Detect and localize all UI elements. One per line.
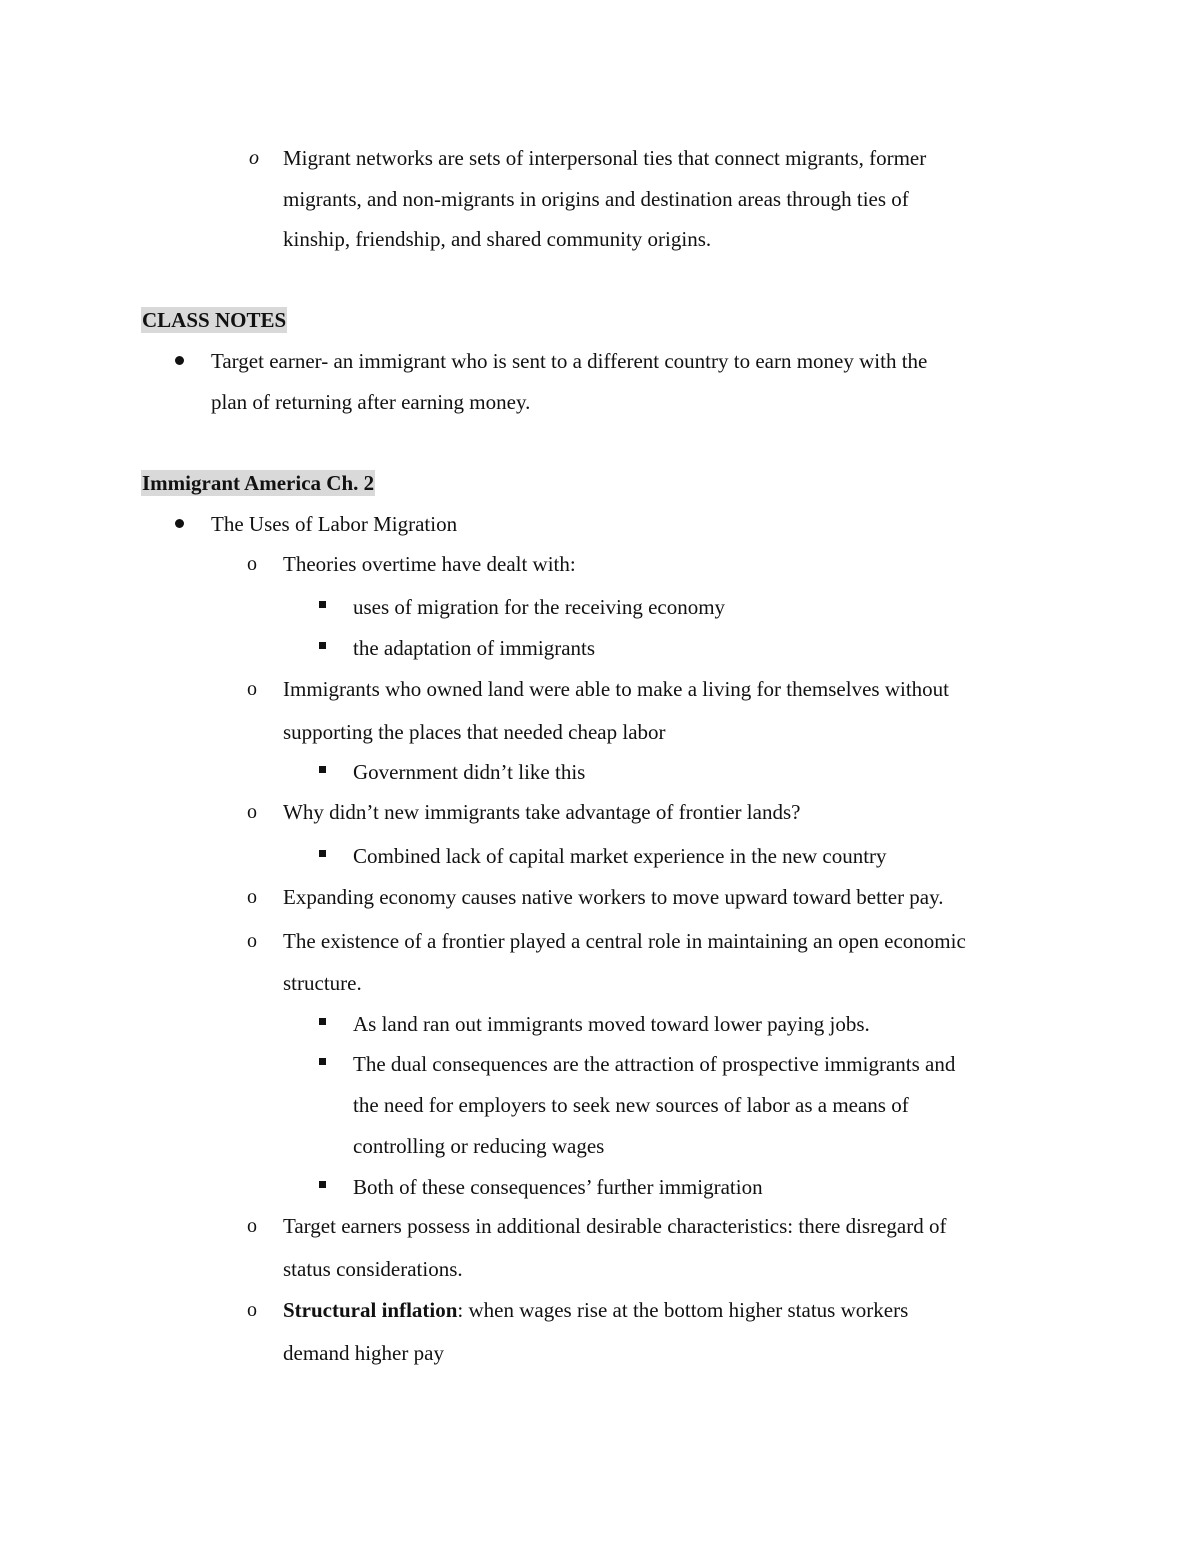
disc-bullet-icon [175,356,184,365]
level3-item: controlling or reducing wages [353,1134,605,1158]
level2-line: status considerations. [283,1257,463,1281]
square-bullet-icon [319,1181,326,1188]
square-bullet-icon [319,1018,326,1025]
term-definition: : when wages rise at the bottom higher status workers [457,1298,909,1322]
immigrant-america-heading: Immigrant America Ch. 2 [142,471,375,495]
square-bullet-icon [319,642,326,649]
circle-bullet-icon: o [247,886,257,908]
square-bullet-icon [319,1058,326,1065]
circle-bullet-icon: o [247,1299,257,1321]
intro-line: migrants, and non-migrants in origins and destination areas through ties of [283,187,909,211]
level2-line: demand higher pay [283,1341,444,1365]
square-bullet-icon [319,850,326,857]
circle-bullet-icon: o [247,553,257,575]
level2-line [283,1297,908,1323]
circle-bullet-icon: o [247,930,257,952]
level2-line: Expanding economy causes native workers to move upward toward better pay. [283,885,944,909]
square-bullet-icon [319,601,326,608]
level3-item: Government didn’t like this [353,760,586,784]
disc-bullet-icon [175,519,184,528]
intro-line: kinship, friendship, and shared community origins. [283,227,712,251]
term-structural-inflation: Structural inflation [283,1298,458,1322]
level3-item: the adaptation of immigrants [353,636,596,660]
circle-bullet-icon: o [247,678,257,700]
level3-item: the need for employers to seek new sources of labor as a means of [353,1093,909,1117]
circle-bullet-icon: o [247,1215,257,1237]
level2-line: supporting the places that needed cheap labor [283,720,666,744]
level2-line: Target earners possess in additional desirable characteristics: there disregard of [283,1214,947,1238]
level3-item: Both of these consequences’ further immigration [353,1175,763,1199]
circle-bullet-icon: o [247,801,257,823]
intro-line: Migrant networks are sets of interpersonal ties that connect migrants, former [283,146,927,170]
level3-item: As land ran out immigrants moved toward lower paying jobs. [353,1012,870,1036]
level2-line: structure. [283,971,362,995]
square-bullet-icon [319,766,326,773]
class-notes-item-line: plan of returning after earning money. [211,390,531,414]
class-notes-item-line: Target earner- an immigrant who is sent to a different country to earn money with the [211,349,928,373]
level2-line: Why didn’t new immigrants take advantage of frontier lands? [283,800,801,824]
level2-line: Theories overtime have dealt with: [283,552,576,576]
level2-line: The existence of a frontier played a central role in maintaining an open economic [283,929,966,953]
level3-item: uses of migration for the receiving economy [353,595,726,619]
circle-bullet-icon: o [249,147,259,169]
level2-line: Immigrants who owned land were able to make a living for themselves without [283,677,950,701]
level3-item: Combined lack of capital market experience in the new country [353,844,887,868]
level3-item: The dual consequences are the attraction of prospective immigrants and [353,1052,956,1076]
class-notes-heading: CLASS NOTES [142,308,287,332]
level1-item: The Uses of Labor Migration [211,512,458,536]
